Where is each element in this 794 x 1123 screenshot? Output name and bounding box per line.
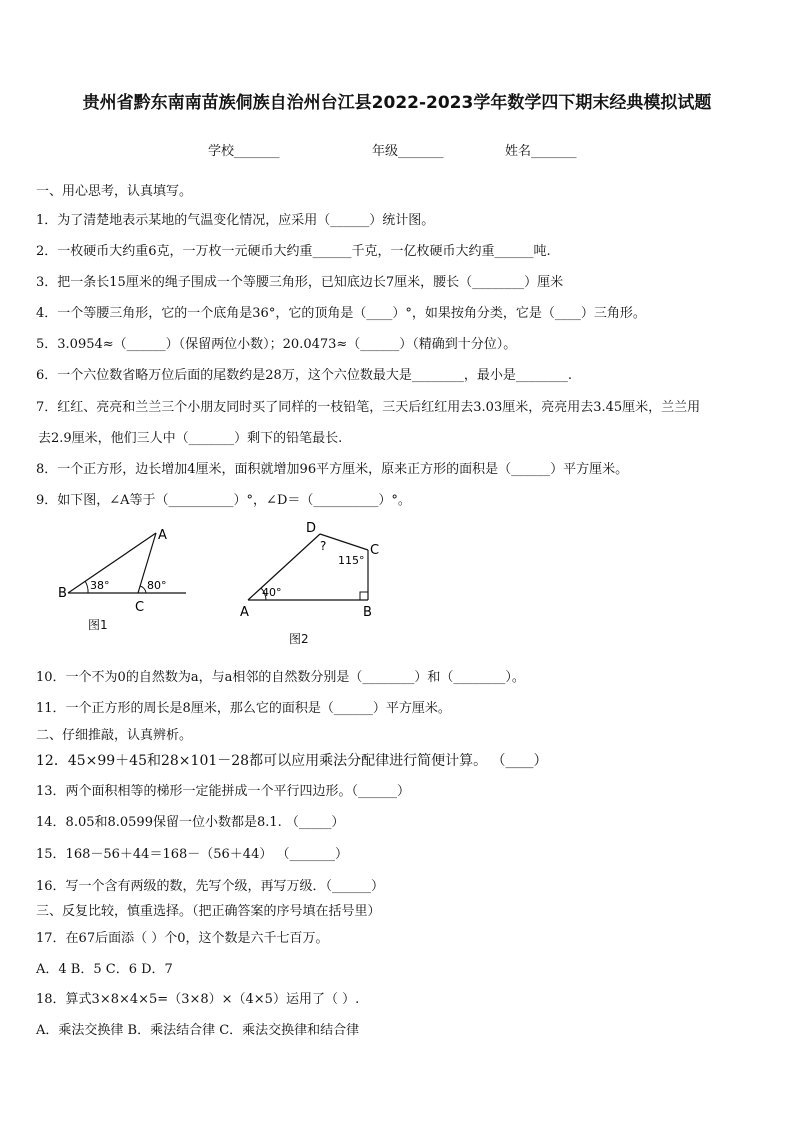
fig2-label-b: B: [363, 605, 372, 620]
question-3: 3．把一条长15厘米的绳子围成一个等腰三角形，已知底边长7厘米，腰长（________）厘米: [36, 275, 564, 290]
question-13: 13．两个面积相等的梯形一定能拼成一个平行四边形。（______）: [36, 784, 411, 799]
section-2-heading: 二、仔细推敲，认真辨析。: [36, 728, 193, 743]
fig1-angle-c: 80°: [147, 579, 167, 592]
school-field: 学校_______: [208, 144, 280, 159]
figure-2-caption: 图2: [289, 632, 309, 646]
name-field: 姓名_______: [505, 144, 577, 159]
question-12: 12．45×99＋45和28×101－28都可以应用乘法分配律进行简便计算。 （____）: [36, 753, 548, 769]
question-4: 4．一个等腰三角形，它的一个底角是36°，它的顶角是（____）°，如果按角分类，它是（____）三角形。: [36, 306, 646, 321]
question-18: 18．算式3×8×4×5=（3×8）×（4×5）运用了（ ）.: [36, 992, 360, 1007]
fig1-angle-b: 38°: [90, 579, 110, 592]
fig1-label-a: A: [158, 528, 167, 543]
question-18-options: A．乘法交换律 B．乘法结合律 C．乘法交换律和结合律: [36, 1023, 360, 1038]
question-16: 16．写一个含有两级的数，先写个级，再写万级．（______）: [36, 879, 385, 894]
fig2-label-d: D: [306, 521, 317, 536]
fig2-angle-a: 40°: [262, 586, 282, 599]
question-17: 17．在67后面添（ ）个0，这个数是六千七百万。: [36, 931, 329, 946]
section-1-heading: 一、用心思考，认真填写。: [36, 184, 193, 199]
fig2-angle-d: ?: [320, 539, 327, 553]
question-7-line-1: 7．红红、亮亮和兰兰三个小朋友同时买了同样的一枝铅笔，三天后红红用去3.03厘米，亮亮用去3.45厘米，兰兰用: [36, 400, 701, 415]
fig2-angle-c: 115°: [338, 554, 365, 567]
question-7-line-2: 去2.9厘米，他们三人中（_______）剩下的铅笔最长.: [38, 431, 343, 446]
question-14: 14．8.05和8.0599保留一位小数都是8.1. （_____）: [36, 815, 345, 830]
fig2-label-c: C: [370, 543, 380, 558]
question-11: 11．一个正方形的周长是8厘米，那么它的面积是（______）平方厘米。: [36, 701, 451, 716]
question-10: 10．一个不为0的自然数为a，与a相邻的自然数分别是（________）和（________）。: [36, 670, 525, 685]
figure-2: [236, 520, 396, 625]
question-17-options: A．4 B．5 C．6 D．7: [36, 962, 173, 977]
fig1-label-c: C: [135, 600, 145, 615]
fig1-label-b: B: [58, 586, 67, 601]
question-2: 2．一枚硬币大约重6克，一万枚一元硬币大约重______千克，一亿枚硬币大约重______吨.: [36, 244, 551, 259]
grade-field: 年级_______: [372, 144, 444, 159]
section-3-heading: 三、反复比较，慎重选择。（把正确答案的序号填在括号里）: [36, 904, 381, 919]
page-title: 贵州省黔东南南苗族侗族自治州台江县2022-2023学年数学四下期末经典模拟试题: [82, 93, 712, 113]
question-6: 6．一个六位数省略万位后面的尾数约是28万，这个六位数最大是________，最小是________.: [36, 368, 572, 383]
figure-1-caption: 图1: [88, 618, 108, 632]
question-9: 9．如下图，∠A等于（__________）°，∠D＝（__________）°。: [36, 493, 411, 508]
question-8: 8．一个正方形，边长增加4厘米，面积就增加96平方厘米，原来正方形的面积是（______）平方厘米。: [36, 462, 629, 477]
fig2-label-a: A: [240, 605, 249, 620]
question-1: 1．为了清楚地表示某地的气温变化情况，应采用（______）统计图。: [36, 213, 435, 228]
figure-1: [58, 525, 194, 635]
question-15: 15．168－56＋44＝168－（56＋44） （_______）: [36, 847, 348, 862]
question-5: 5．3.0954≈（______）（保留两位小数）；20.0473≈（______）（精确到十分位）。: [36, 337, 517, 352]
